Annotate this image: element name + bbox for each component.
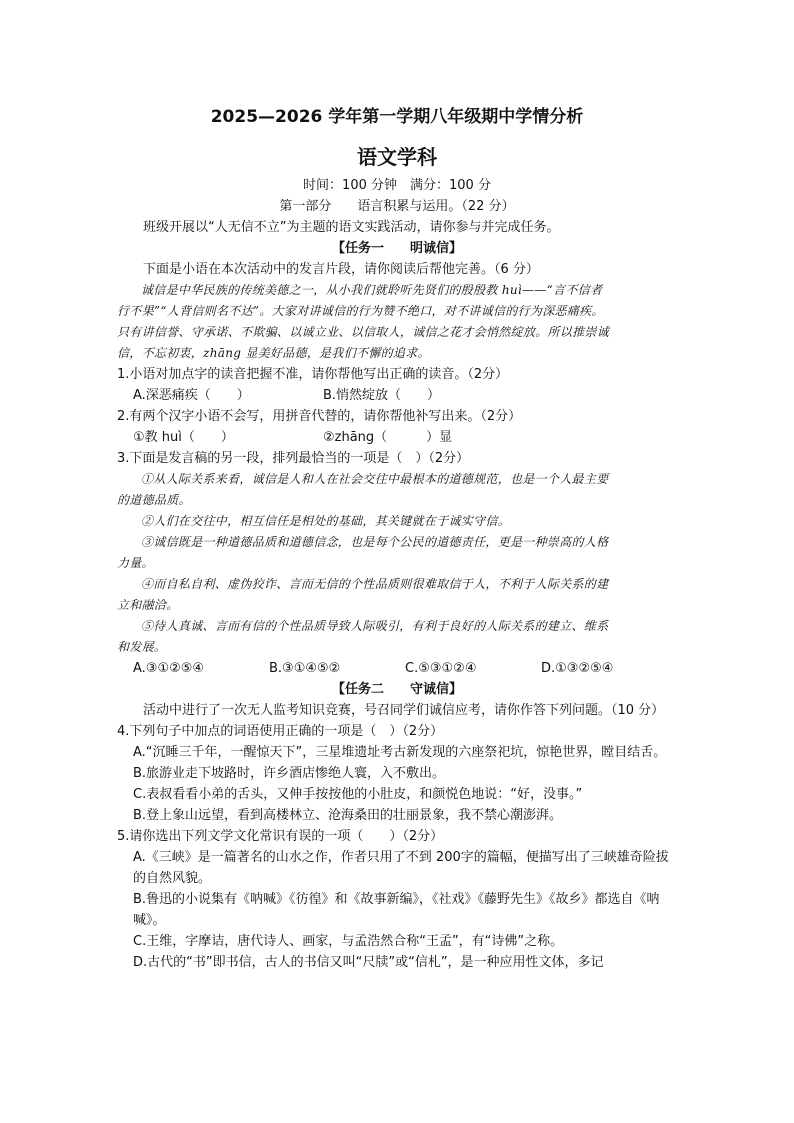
passage-line: 信，不忘初衷，zhāng 显美好品德，是我们不懈的追求。 (117, 346, 430, 360)
question-4-option-c: C.表叔看看小弟的舌头，又伸手按按他的小肚皮，和颜悦色地说：“好，没事。” (133, 787, 583, 802)
speech-passage (117, 280, 677, 364)
sentence-1: ①从人际关系来看，诚信是人和人在社会交往中最根本的道德规范，也是一个人最主要 (141, 472, 609, 486)
option-a: A.深恶痛疾（ ） (133, 388, 250, 403)
question-5-option-a: A.《三峡》是一篇著名的山水之作，作者只用了不到 200字的篇幅，便描写出了三峡雄奇险拔的自然风貌。 (133, 850, 669, 886)
passage-line: 诚信是中华民族的传统美德之一，从小我们就聆听先贤们的殷殷教 huì——“言不信者 (141, 283, 603, 297)
sentence-3: ③诚信既是一种道德品质和道德信念，也是每个公民的道德责任，更是一种崇高的人格 (141, 535, 609, 549)
question-3-sentences (117, 469, 677, 658)
task-one-lead: 下面是小语在本次活动中的发言片段，请你阅读后帮他完善。（6 分） (143, 262, 539, 277)
task-one-heading: 【任务一 明诚信】 (331, 241, 462, 256)
passage-line: 只有讲信誉、守承诺、不欺骗、以诚立业、以信取人，诚信之花才会悄然绽放。所以推崇诚 (117, 325, 610, 339)
sentence-1-cont: 的道德品质。 (117, 493, 191, 507)
blank-2: ②zhāng（ ）显 (323, 430, 453, 445)
exam-subject: 语文学科 (357, 145, 437, 169)
task-two-heading: 【任务二 守诚信】 (331, 682, 462, 697)
question-1-options (117, 385, 677, 406)
question-2: 2.有两个汉字小语不会写，用拼音代替的，请你帮他补写出来。（2分） (117, 409, 522, 424)
question-4: 4.下列句子中加点的词语使用正确的一项是（ ）（2分） (117, 724, 444, 739)
question-1: 1.小语对加点字的读音把握不准，请你帮他写出正确的读音。（2分） (117, 367, 509, 382)
option-d: D.①③②⑤④ (541, 661, 614, 676)
question-4-option-a: A.“沉睡三千年，一醒惊天下”，三星堆遗址考古新发现的六座祭祀坑，惊艳世界，瞠目结舌。 (133, 745, 667, 760)
sentence-3-cont: 力量。 (117, 556, 154, 570)
sentence-2: ②人们在交往中，相互信任是相处的基础，其关键就在于诚实守信。 (141, 514, 511, 528)
question-4-option-d: B.登上象山远望，看到高楼林立、沧海桑田的壮丽景象，我不禁心潮澎湃。 (133, 808, 563, 823)
option-c: C.⑤③①②④ (405, 661, 477, 676)
question-5-option-c: C.王维，字摩诘，唐代诗人、画家，与孟浩然合称“王孟”，有“诗佛”之称。 (133, 934, 564, 949)
exam-meta: 时间：100 分钟 满分：100 分 (303, 178, 491, 193)
sentence-4: ④而自私自利、虚伪狡诈、言而无信的个性品质则很难取信于人，不利于人际关系的建 (141, 577, 609, 591)
question-4-option-b: B.旅游业走下坡路时，许乡酒店惨绝人寰，入不敷出。 (133, 766, 446, 781)
question-3-options (117, 658, 677, 679)
exam-title: 2025—2026 学年第一学期八年级期中学情分析 (210, 107, 584, 127)
question-5: 5.请你选出下列文学文化常识有误的一项（ ）（2分） (117, 829, 444, 844)
option-b: B.悄然绽放（ ） (323, 388, 441, 403)
task-two-lead: 活动中进行了一次无人监考知识竞赛，号召同学们诚信应考，请你作答下列问题。（10 分） (143, 703, 665, 718)
question-3: 3.下面是发言稿的另一段，排列最恰当的一项是（ ）（2分） (117, 451, 470, 466)
part-one-heading: 第一部分 语言积累与运用。（22 分） (279, 199, 515, 214)
blank-1: ①教 huì（ ） (133, 430, 234, 445)
option-b: B.③①④⑤② (269, 661, 341, 676)
activity-intro: 班级开展以“人无信不立”为主题的语文实践活动，请你参与并完成任务。 (143, 220, 560, 235)
sentence-5-cont: 和发展。 (117, 640, 167, 654)
sentence-4-cont: 立和融洽。 (117, 598, 179, 612)
sentence-5: ⑤待人真诚、言而有信的个性品质导致人际吸引，有利于良好的人际关系的建立、维系 (141, 619, 609, 633)
question-5-option-b: B.鲁迅的小说集有《呐喊》《彷徨》和《故事新编》，《社戏》《藤野先生》《故乡》都选自《呐喊》。 (133, 892, 660, 928)
exam-page (117, 104, 677, 973)
passage-line: 行不果”“人背信则名不达”。大家对讲诚信的行为赞不绝口，对不讲诚信的行为深恶痛疾。 (117, 304, 604, 318)
question-5-option-d: D.古代的“书”即书信，古人的书信又叫“尺牍”或“信札”，是一种应用性文体，多记 (133, 955, 604, 970)
option-a: A.③①②⑤④ (133, 661, 205, 676)
question-2-options (117, 427, 677, 448)
